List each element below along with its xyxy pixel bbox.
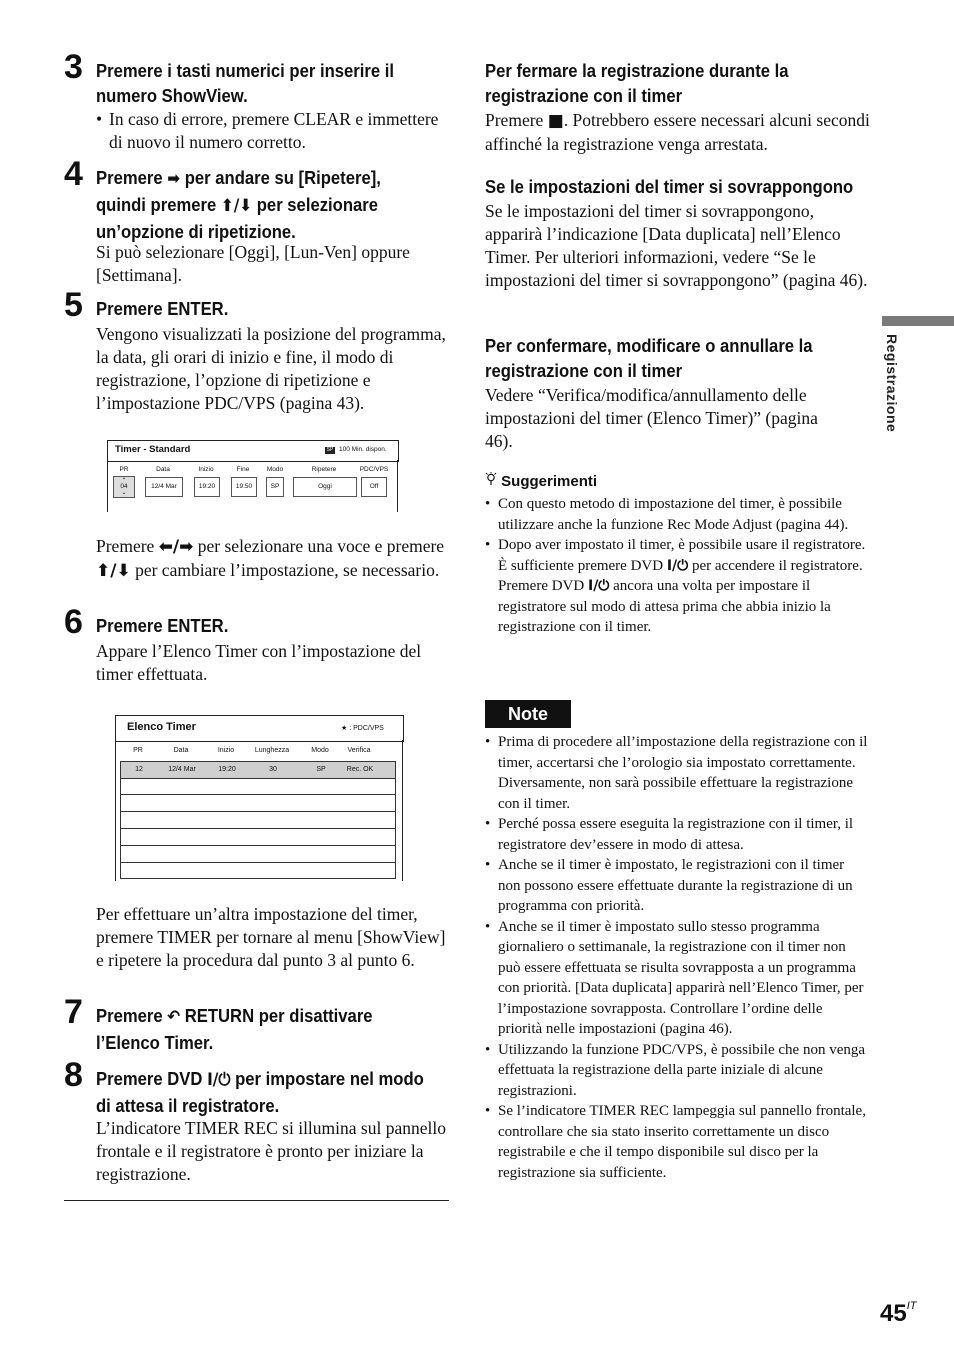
note-item: • Prima di procedere all’impostazione della registrazione con il timer, accertarsi che l’orologio sia impostato correttamente. Diversamente, non sarà possibile effettuare la registrazione con il timer. (485, 732, 870, 814)
confirm-body: Vedere “Verifica/modifica/annullamento delle impostazioni del timer (Elenco Timer)” (pagina 46). (485, 385, 818, 451)
row-lunghezza: 30 (269, 766, 277, 773)
confirm-heading-line-2: registrazione con il timer (485, 360, 683, 381)
row-verifica: Rec. OK (346, 766, 374, 773)
empty-row (121, 878, 395, 879)
step-3-bullets (96, 108, 446, 154)
empty-row (121, 794, 395, 795)
row-modo: SP (316, 766, 326, 773)
step-8-heading-line-2: di attesa il registratore. (96, 1095, 280, 1116)
col-inizio: Inizio (217, 747, 235, 754)
step-8-body: L’indicatore TIMER REC si illumina sul pannello frontale e il registratore è pronto per iniziare la registrazione. (96, 1118, 446, 1184)
modo-field[interactable]: SP (266, 477, 284, 497)
col-modo: Modo (311, 747, 329, 754)
lightbulb-icon (485, 472, 497, 490)
timer-standard-fields (107, 460, 398, 512)
pdcvps-field[interactable]: Off (361, 477, 387, 497)
overlap-heading: Se le impostazioni del timer si sovrappongono (485, 176, 854, 197)
empty-row (121, 811, 395, 812)
col-data: Data (173, 747, 189, 754)
step-4-body: Si può selezionare [Oggi], [Lun-Ven] oppure [Settimana]. (96, 242, 410, 285)
data-field[interactable]: 12/4 Mar (145, 477, 183, 497)
row-data: 12/4 Mar (168, 766, 196, 773)
note-item: • Anche se il timer è impostato, le registrazioni con il timer non possono essere effettuate durante la registrazione di un programma con priorità. (485, 855, 870, 917)
step-number-3: 3 (64, 48, 83, 86)
confirm-heading-line-1: Per confermare, modificare o annullare la (485, 335, 813, 356)
step-3-heading (96, 58, 394, 108)
sp-badge: SP (326, 447, 334, 453)
power-icon: I/⏻ (587, 578, 610, 594)
timer-standard-screen (107, 440, 398, 512)
col-lunghezza: Lunghezza (254, 747, 290, 754)
pdcvps-legend: ★ : PDC/VPS (341, 725, 384, 732)
step-3-heading-line-2: numero ShowView. (96, 85, 248, 106)
return-icon: ↶ (167, 1007, 181, 1027)
up-down-arrow-icon: ⬆/⬇ (220, 196, 253, 216)
power-icon: I/⏻ (207, 1070, 231, 1090)
confirm-heading (485, 333, 813, 383)
step-4-heading-line-2: quindi premere ⬆/⬇ per selezionare (96, 194, 378, 216)
section-tab-label: Registrazione (884, 334, 900, 433)
step-5-after: Premere ⬅/➡ per selezionare una voce e premere ⬆/⬇ per cambiare l’impostazione, se necessario. (96, 536, 445, 581)
step-4-heading-line-3: un’opzione di ripetizione. (96, 221, 296, 242)
step-8-heading-line-1: Premere DVD I/⏻ per impostare nel modo (96, 1068, 424, 1090)
header-pr: PR (119, 466, 129, 473)
section-tab-bar (882, 316, 954, 326)
stop-timer-heading-line-2: registrazione con il timer (485, 85, 683, 106)
page-number: $45^{IT}$ (880, 1300, 917, 1327)
note-item: • Utilizzando la funzione PDC/VPS, è possibile che non venga effettuata la registrazione della parte iniziale di alcune registrazioni. (485, 1040, 870, 1102)
fine-field[interactable]: 19:50 (231, 477, 257, 497)
stop-timer-heading-line-1: Per fermare la registrazione durante la (485, 60, 789, 81)
step-7-heading-line-1: Premere ↶ RETURN per disattivare (96, 1005, 373, 1027)
row-inizio: 19:20 (218, 766, 236, 773)
step-4-heading (96, 165, 381, 244)
step-number-8: 8 (64, 1056, 83, 1094)
ripetere-field[interactable]: Oggi (293, 477, 357, 497)
page-language-suffix: IT (906, 1300, 917, 1312)
step-6-heading: Premere ENTER. (96, 615, 229, 636)
step-number-4: 4 (64, 155, 83, 193)
step-8-heading (96, 1066, 424, 1118)
header-pdcvps: PDC/VPS (359, 466, 389, 473)
step-5-body: Vengono visualizzati la posizione del programma, la data, gli orari di inizio e fine, il modo di registrazione, l’opzione di ripetizione e l’impostazione PDC/VPS (pagina 43). (96, 324, 446, 413)
power-icon: I/⏻ (666, 557, 689, 574)
inizio-field[interactable]: 19:20 (194, 477, 220, 497)
step-number-7: 7 (64, 993, 83, 1031)
tips-list (485, 494, 870, 638)
up-arrow-icon: ⌃ (121, 478, 127, 484)
tip-item: • Dopo aver impostato il timer, è possibile usare il registratore. È sufficiente premere DVD I/⏻ per accendere il registratore. Premere DVD I/⏻ ancora una volta per impostare il registratore sul modo di attesa prima che abbia inizio la registrazione con il timer. (485, 535, 870, 638)
step-4-heading-line-1: Premere ➡ per andare su [Ripetere], (96, 167, 381, 189)
step-6-body: Appare l’Elenco Timer con l’impostazione del timer effettuata. (96, 641, 422, 684)
step-3-bullet: • In caso di errore, premere CLEAR e immettere di nuovo il numero corretto. (96, 108, 446, 154)
down-arrow-icon: ⌄ (121, 490, 127, 496)
row-pr: 12 (135, 766, 143, 773)
step-number-5: 5 (64, 286, 83, 324)
stop-timer-heading (485, 58, 789, 108)
empty-row (121, 828, 395, 829)
stop-icon: ■ (547, 111, 564, 131)
note-item: • Anche se il timer è impostato sullo stesso programma giornaliero o settimanale, la registrazione con il timer non può essere effettuata se risulta sovrapposta a un programma con priorità. [Data duplicata] apparirà nell’Elenco Timer, per l’impostazione sovrapposta. Controllare l’ordine delle priorità nelle impostazioni (pagina 46). (485, 917, 870, 1040)
column-end-rule (64, 1200, 449, 1201)
stop-timer-body: Premere ■. Potrebbero essere necessari alcuni secondi affinché la registrazione venga arrestata. (485, 110, 870, 154)
note-item: • Se l’indicatore TIMER REC lampeggia sul pannello frontale, controllare che sia stato inserito correttamente un disco registrabile e che il tempo disponibile sul disco per la registrazione sia sufficiente. (485, 1101, 870, 1183)
header-data: Data (156, 466, 170, 473)
up-down-arrow-icon: ⬆/⬇ (96, 561, 131, 581)
header-inizio: Inizio (198, 466, 214, 473)
timer-standard-title: Timer - Standard (115, 444, 191, 455)
right-arrow-icon: ➡ (167, 169, 181, 189)
pr-field[interactable]: ⌃ 04 ⌄ (113, 476, 135, 498)
header-modo: Modo (266, 466, 284, 473)
note-item: • Perché possa essere eseguita la registrazione con il timer, il registratore dev’essere in modo di attesa. (485, 814, 870, 855)
header-fine: Fine (236, 466, 250, 473)
tips-title: Suggerimenti (485, 472, 597, 490)
col-verifica: Verifica (347, 747, 371, 754)
available-time: 100 Min. dispon. (339, 446, 387, 453)
step-5-heading: Premere ENTER. (96, 298, 229, 319)
step-number-6: 6 (64, 603, 83, 641)
tip-item: • Con questo metodo di impostazione del timer, è possibile utilizzare anche la funzione Rec Mode Adjust (pagina 44). (485, 494, 870, 535)
elenco-timer-screen (115, 715, 403, 881)
col-pr: PR (133, 747, 143, 754)
step-7-heading (96, 1003, 373, 1055)
header-ripetere: Ripetere (311, 466, 337, 473)
left-right-arrow-icon: ⬅/➡ (158, 537, 194, 557)
empty-row (121, 845, 395, 846)
table-row[interactable] (121, 761, 395, 779)
note-label: Note (485, 700, 571, 728)
step-3-heading-line-1: Premere i tasti numerici per inserire il (96, 60, 394, 81)
timer-list (120, 761, 396, 879)
elenco-timer-title: Elenco Timer (127, 721, 196, 733)
step-7-heading-line-2: l’Elenco Timer. (96, 1032, 214, 1053)
notes-list (485, 732, 870, 1183)
step-6-after: Per effettuare un’altra impostazione del timer, premere TIMER per tornare al menu [ShowView] e ripetere la procedura dal punto 3 al punto 6. (96, 904, 446, 970)
overlap-body: Se le impostazioni del timer si sovrappongono, apparirà l’indicazione [Data duplicata] nell’Elenco Timer. Per ulteriori informazioni, vedere “Se le impostazioni del timer si sovrappongono” (pagina 46). (485, 201, 868, 290)
empty-row (121, 862, 395, 863)
